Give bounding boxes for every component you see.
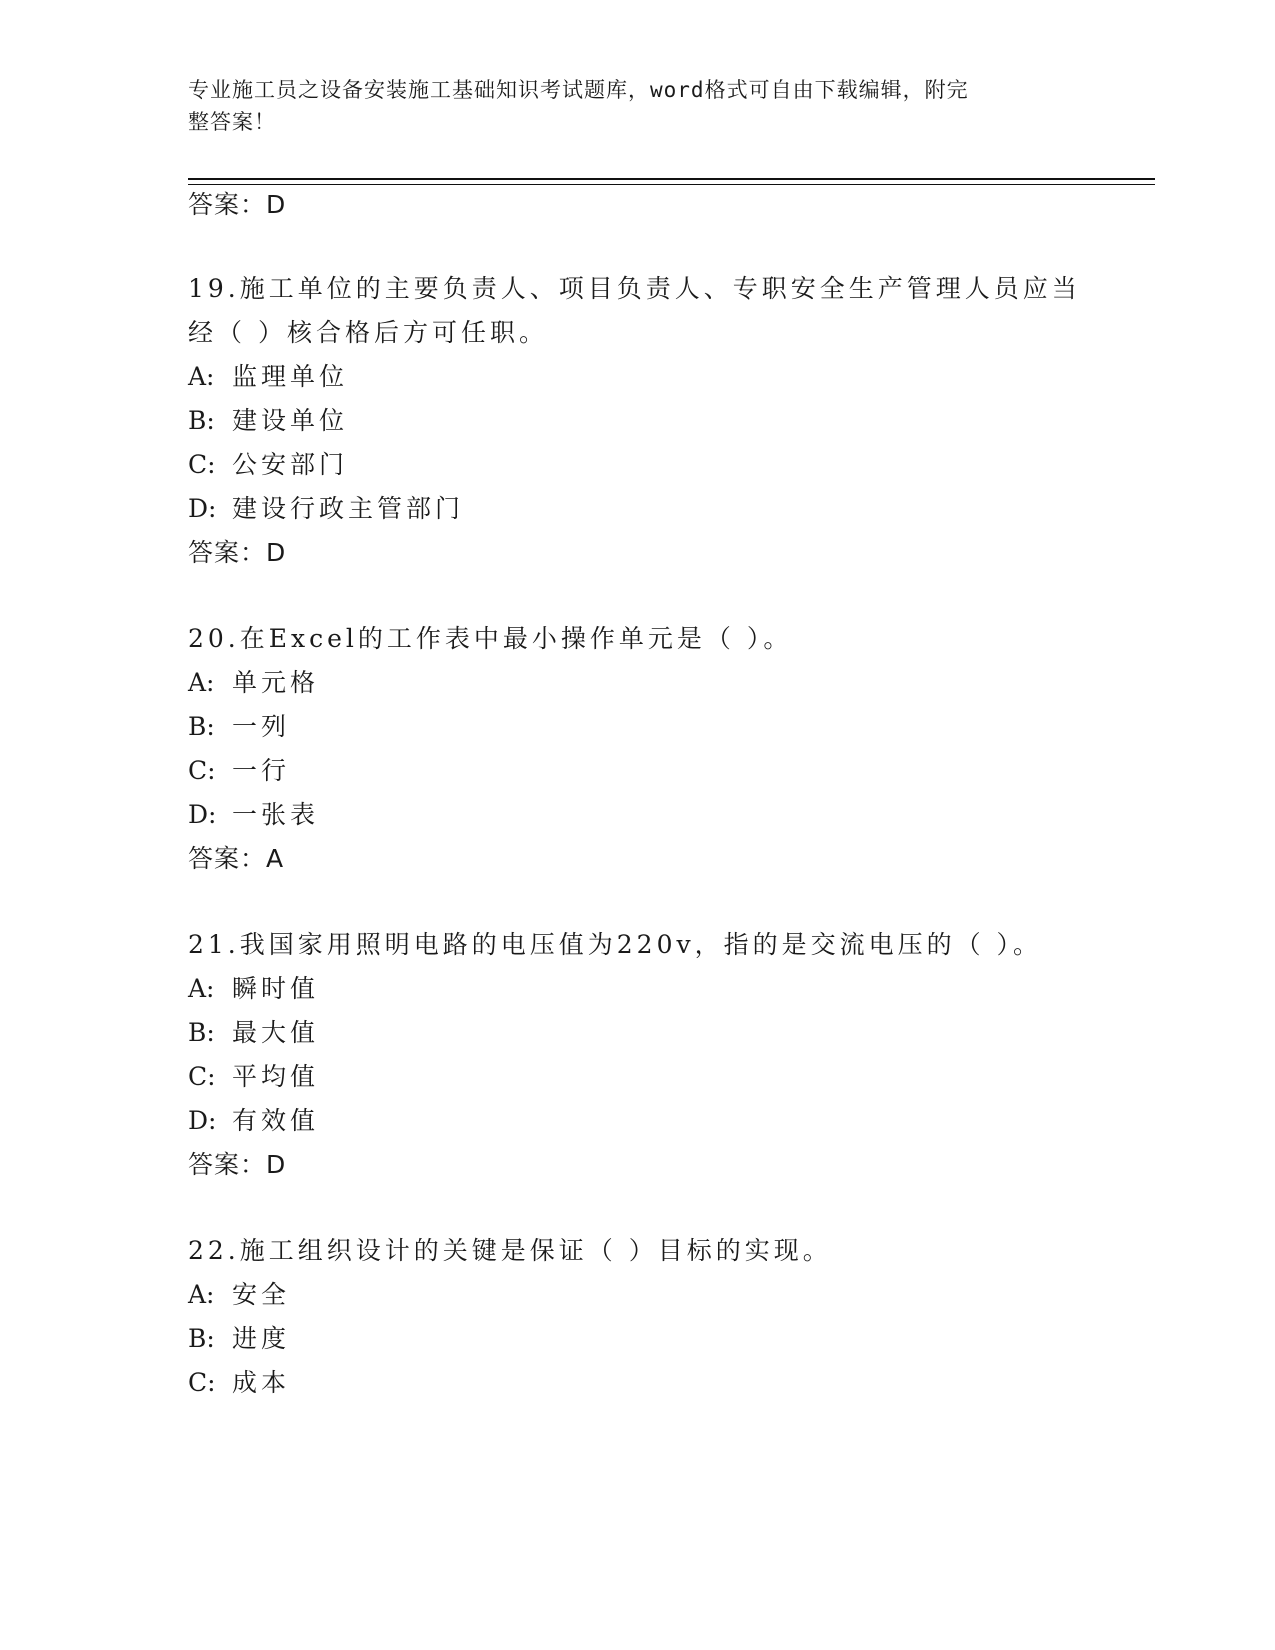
option-key: A: xyxy=(188,974,215,1003)
option-text: 平均值 xyxy=(232,1062,320,1091)
question-22-option-b xyxy=(188,1322,290,1356)
question-19-option-b xyxy=(188,404,348,438)
header-divider-thin xyxy=(188,184,1155,185)
option-text: 单元格 xyxy=(232,668,320,697)
option-key: C: xyxy=(188,1062,216,1091)
answer-label: 答案： xyxy=(188,844,267,873)
option-text: 一列 xyxy=(232,712,291,741)
question-20-text-line-1: 20.在Excel的工作表中最小操作单元是（ ）。 xyxy=(188,624,793,653)
question-20-option-b xyxy=(188,710,290,744)
question-22-option-c xyxy=(188,1366,290,1400)
option-text: 一行 xyxy=(232,756,291,785)
option-text: 最大值 xyxy=(232,1018,320,1047)
option-key: B: xyxy=(188,712,215,741)
option-text: 进度 xyxy=(232,1324,291,1353)
answer-label: 答案： xyxy=(188,1150,267,1179)
option-key: C: xyxy=(188,450,216,479)
option-key: C: xyxy=(188,756,216,785)
header-divider-thick xyxy=(188,178,1155,180)
option-key: B: xyxy=(188,1018,215,1047)
question-19-option-c xyxy=(188,448,348,482)
question-21-option-b xyxy=(188,1016,319,1050)
option-text: 建设行政主管部门 xyxy=(232,494,465,523)
question-21-option-c xyxy=(188,1060,319,1094)
option-key: A: xyxy=(188,1280,215,1309)
page-header xyxy=(188,74,1068,138)
option-key: D: xyxy=(188,494,217,523)
question-22-option-a xyxy=(188,1278,290,1312)
question-19-option-d xyxy=(188,492,464,526)
question-20-option-d xyxy=(188,798,319,832)
option-text: 一张表 xyxy=(232,800,320,829)
question-20-answer xyxy=(188,842,284,876)
option-text: 安全 xyxy=(232,1280,291,1309)
question-20-option-c xyxy=(188,754,290,788)
header-line-1: 专业施工员之设备安装施工基础知识考试题库，word格式可自由下载编辑，附完 xyxy=(188,78,969,102)
prev-answer-line xyxy=(188,188,286,222)
answer-label: 答案： xyxy=(188,538,267,567)
answer-value: D xyxy=(266,1150,287,1179)
option-key: A: xyxy=(188,362,215,391)
header-line-2: 整答案！ xyxy=(188,110,276,134)
question-22-text-line-1: 22.施工组织设计的关键是保证（ ）目标的实现。 xyxy=(188,1236,832,1265)
option-text: 建设单位 xyxy=(232,406,349,435)
answer-value: A xyxy=(266,844,285,873)
option-text: 瞬时值 xyxy=(232,974,320,1003)
question-19-text-line-2: 经（ ）核合格后方可任职。 xyxy=(188,318,548,347)
option-key: B: xyxy=(188,1324,215,1353)
option-text: 成本 xyxy=(232,1368,291,1397)
option-text: 有效值 xyxy=(232,1106,320,1135)
option-text: 公安部门 xyxy=(232,450,349,479)
option-text: 监理单位 xyxy=(232,362,349,391)
question-19-text-line-1: 19.施工单位的主要负责人、项目负责人、专职安全生产管理人员应当 xyxy=(188,274,1081,303)
option-key: D: xyxy=(188,800,217,829)
question-21-option-a xyxy=(188,972,319,1006)
question-19-answer xyxy=(188,536,286,570)
question-20-option-a xyxy=(188,666,319,700)
option-key: B: xyxy=(188,406,215,435)
question-21-option-d xyxy=(188,1104,319,1138)
question-21-text-line-1: 21.我国家用照明电路的电压值为220v，指的是交流电压的（ ）。 xyxy=(188,930,1043,959)
option-key: D: xyxy=(188,1106,217,1135)
option-key: A: xyxy=(188,668,215,697)
answer-label: 答案： xyxy=(188,190,267,219)
question-19-option-a xyxy=(188,360,348,394)
question-21-answer xyxy=(188,1148,286,1182)
option-key: C: xyxy=(188,1368,216,1397)
answer-value: D xyxy=(266,190,287,219)
answer-value: D xyxy=(266,538,287,567)
